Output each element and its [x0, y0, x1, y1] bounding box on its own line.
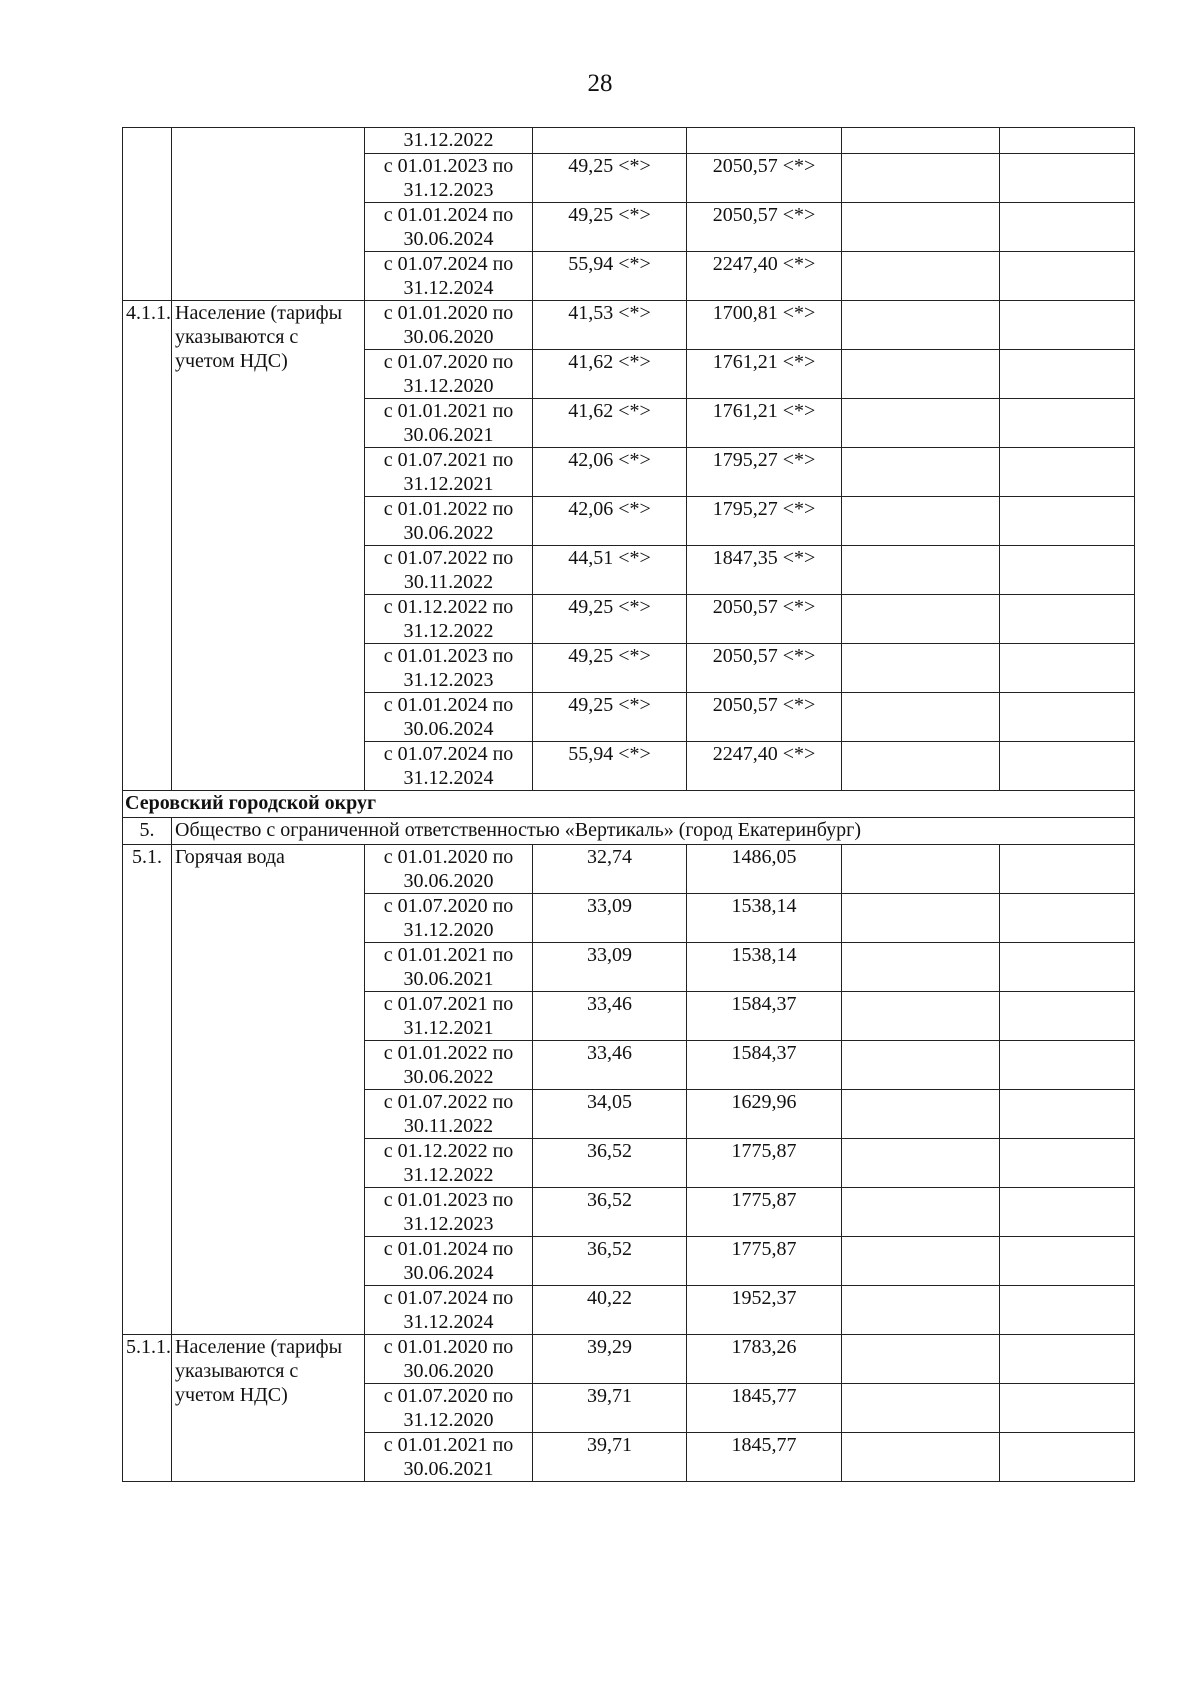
empty-cell-2	[1000, 448, 1135, 497]
tariff-value-2: 2050,57 <*>	[687, 154, 842, 203]
tariff-period: с 01.07.2024 по 31.12.2024	[365, 1286, 533, 1335]
empty-cell-2	[1000, 894, 1135, 943]
tariff-period: с 01.01.2024 по 30.06.2024	[365, 1237, 533, 1286]
tariff-value-2: 1700,81 <*>	[687, 301, 842, 350]
empty-cell-2	[1000, 595, 1135, 644]
tariff-value-1: 42,06 <*>	[533, 497, 687, 546]
empty-cell-1	[842, 742, 1000, 791]
tariff-value-1: 33,46	[533, 1041, 687, 1090]
tariff-value-1: 33,09	[533, 894, 687, 943]
empty-cell-2	[1000, 1188, 1135, 1237]
empty-cell-1	[842, 350, 1000, 399]
empty-cell-2	[1000, 399, 1135, 448]
item-number: 5.1.	[123, 845, 172, 1335]
empty-cell-2	[1000, 1384, 1135, 1433]
tariff-value-2: 1761,21 <*>	[687, 350, 842, 399]
tariff-value-1: 39,71	[533, 1384, 687, 1433]
empty-cell-2	[1000, 1286, 1135, 1335]
empty-cell-1	[842, 301, 1000, 350]
tariff-period: с 01.01.2022 по 30.06.2022	[365, 497, 533, 546]
tariff-table-section	[123, 791, 1135, 845]
tariff-value-2: 1486,05	[687, 845, 842, 894]
tariff-value-2: 1775,87	[687, 1139, 842, 1188]
tariff-period: с 01.01.2023 по 31.12.2023	[365, 644, 533, 693]
tariff-period: с 01.01.2020 по 30.06.2020	[365, 301, 533, 350]
empty-cell-1	[842, 154, 1000, 203]
tariff-value-1: 40,22	[533, 1286, 687, 1335]
tariff-value-1: 44,51 <*>	[533, 546, 687, 595]
tariff-period: с 01.07.2024 по 31.12.2024	[365, 742, 533, 791]
tariff-value-2: 2050,57 <*>	[687, 203, 842, 252]
tariff-period: 31.12.2022	[365, 128, 533, 154]
empty-cell-2	[1000, 845, 1135, 894]
tariff-value-2: 1847,35 <*>	[687, 546, 842, 595]
empty-cell-2	[1000, 128, 1135, 154]
tariff-value-2: 1538,14	[687, 943, 842, 992]
tariff-value-2: 2050,57 <*>	[687, 693, 842, 742]
empty-cell-1	[842, 546, 1000, 595]
empty-cell-1	[842, 595, 1000, 644]
empty-cell-1	[842, 693, 1000, 742]
tariff-value-2: 2247,40 <*>	[687, 252, 842, 301]
tariff-value-1: 41,53 <*>	[533, 301, 687, 350]
tariff-value-2: 1775,87	[687, 1188, 842, 1237]
table-row	[123, 128, 1135, 154]
tariff-table-body-upper	[123, 128, 1135, 791]
tariff-period: с 01.07.2021 по 31.12.2021	[365, 992, 533, 1041]
empty-cell-1	[842, 252, 1000, 301]
empty-cell-2	[1000, 350, 1135, 399]
tariff-value-2: 1845,77	[687, 1433, 842, 1482]
empty-cell-2	[1000, 943, 1135, 992]
empty-cell-1	[842, 399, 1000, 448]
empty-cell-1	[842, 448, 1000, 497]
tariff-value-2: 2247,40 <*>	[687, 742, 842, 791]
table-row	[123, 1335, 1135, 1384]
tariff-value-2: 1952,37	[687, 1286, 842, 1335]
section-row	[123, 791, 1135, 818]
tariff-value-1: 55,94 <*>	[533, 742, 687, 791]
empty-cell-2	[1000, 546, 1135, 595]
item-name: Население (тарифы указываются с учетом НДС)	[172, 1335, 365, 1482]
empty-cell-1	[842, 943, 1000, 992]
tariff-period: с 01.07.2020 по 31.12.2020	[365, 350, 533, 399]
organization-number: 5.	[123, 818, 172, 845]
empty-cell-1	[842, 1041, 1000, 1090]
empty-cell-2	[1000, 154, 1135, 203]
empty-cell-1	[842, 894, 1000, 943]
empty-cell-1	[842, 128, 1000, 154]
tariff-value-1: 34,05	[533, 1090, 687, 1139]
empty-cell-2	[1000, 992, 1135, 1041]
tariff-period: с 01.07.2022 по 30.11.2022	[365, 546, 533, 595]
tariff-value-1: 41,62 <*>	[533, 350, 687, 399]
tariff-value-1: 49,25 <*>	[533, 644, 687, 693]
tariff-period: с 01.07.2022 по 30.11.2022	[365, 1090, 533, 1139]
tariff-value-2: 1629,96	[687, 1090, 842, 1139]
tariff-value-1: 49,25 <*>	[533, 693, 687, 742]
tariff-value-2: 1761,21 <*>	[687, 399, 842, 448]
tariff-value-1: 49,25 <*>	[533, 203, 687, 252]
tariff-period: с 01.12.2022 по 31.12.2022	[365, 595, 533, 644]
tariff-period: с 01.01.2023 по 31.12.2023	[365, 1188, 533, 1237]
tariff-period: с 01.07.2024 по 31.12.2024	[365, 252, 533, 301]
tariff-period: с 01.01.2021 по 30.06.2021	[365, 1433, 533, 1482]
table-row	[123, 845, 1135, 894]
empty-cell-2	[1000, 203, 1135, 252]
tariff-period: с 01.01.2023 по 31.12.2023	[365, 154, 533, 203]
tariff-period: с 01.01.2024 по 30.06.2024	[365, 203, 533, 252]
organization-row	[123, 818, 1135, 845]
tariff-value-1: 33,46	[533, 992, 687, 1041]
tariff-period: с 01.01.2020 по 30.06.2020	[365, 1335, 533, 1384]
page-number: 28	[587, 70, 613, 97]
empty-cell-1	[842, 1433, 1000, 1482]
tariff-value-2: 1584,37	[687, 992, 842, 1041]
tariff-period: с 01.01.2021 по 30.06.2021	[365, 399, 533, 448]
tariff-value-2: 2050,57 <*>	[687, 595, 842, 644]
tariff-period: с 01.07.2021 по 31.12.2021	[365, 448, 533, 497]
empty-cell-1	[842, 1384, 1000, 1433]
item-name	[172, 128, 365, 301]
tariff-value-1: 39,71	[533, 1433, 687, 1482]
tariff-value-2	[687, 128, 842, 154]
tariff-value-1: 36,52	[533, 1188, 687, 1237]
organization-name: Общество с ограниченной ответственностью «Вертикаль» (город Екатеринбург)	[172, 818, 1135, 845]
tariff-period: с 01.01.2024 по 30.06.2024	[365, 693, 533, 742]
empty-cell-2	[1000, 693, 1135, 742]
empty-cell-1	[842, 845, 1000, 894]
tariff-value-1: 32,74	[533, 845, 687, 894]
empty-cell-2	[1000, 1090, 1135, 1139]
item-name: Горячая вода	[172, 845, 365, 1335]
tariff-value-1: 55,94 <*>	[533, 252, 687, 301]
tariff-value-2: 1795,27 <*>	[687, 448, 842, 497]
empty-cell-2	[1000, 1433, 1135, 1482]
item-name: Население (тарифы указываются с учетом НДС)	[172, 301, 365, 791]
tariff-value-1: 36,52	[533, 1139, 687, 1188]
empty-cell-2	[1000, 1335, 1135, 1384]
section-title: Серовский городской округ	[123, 791, 1135, 818]
tariff-value-1: 33,09	[533, 943, 687, 992]
tariff-period: с 01.07.2020 по 31.12.2020	[365, 894, 533, 943]
empty-cell-2	[1000, 301, 1135, 350]
tariff-period: с 01.12.2022 по 31.12.2022	[365, 1139, 533, 1188]
tariff-value-1: 42,06 <*>	[533, 448, 687, 497]
tariff-value-1	[533, 128, 687, 154]
tariff-value-1: 41,62 <*>	[533, 399, 687, 448]
empty-cell-2	[1000, 1139, 1135, 1188]
tariff-value-2: 2050,57 <*>	[687, 644, 842, 693]
table-row	[123, 301, 1135, 350]
empty-cell-1	[842, 1139, 1000, 1188]
tariff-value-2: 1775,87	[687, 1237, 842, 1286]
empty-cell-2	[1000, 742, 1135, 791]
tariff-value-1: 49,25 <*>	[533, 154, 687, 203]
empty-cell-2	[1000, 252, 1135, 301]
tariff-value-1: 49,25 <*>	[533, 595, 687, 644]
tariff-table	[122, 127, 1135, 1482]
empty-cell-1	[842, 992, 1000, 1041]
item-number: 4.1.1.	[123, 301, 172, 791]
tariff-period: с 01.01.2022 по 30.06.2022	[365, 1041, 533, 1090]
empty-cell-2	[1000, 1237, 1135, 1286]
tariff-value-2: 1795,27 <*>	[687, 497, 842, 546]
tariff-value-2: 1845,77	[687, 1384, 842, 1433]
empty-cell-1	[842, 1188, 1000, 1237]
item-number: 5.1.1.	[123, 1335, 172, 1482]
empty-cell-1	[842, 1237, 1000, 1286]
tariff-value-2: 1783,26	[687, 1335, 842, 1384]
empty-cell-2	[1000, 497, 1135, 546]
empty-cell-2	[1000, 1041, 1135, 1090]
item-number	[123, 128, 172, 301]
empty-cell-1	[842, 497, 1000, 546]
empty-cell-1	[842, 1090, 1000, 1139]
tariff-value-2: 1584,37	[687, 1041, 842, 1090]
empty-cell-1	[842, 644, 1000, 693]
tariff-value-1: 39,29	[533, 1335, 687, 1384]
empty-cell-1	[842, 1286, 1000, 1335]
empty-cell-1	[842, 1335, 1000, 1384]
empty-cell-2	[1000, 644, 1135, 693]
tariff-period: с 01.01.2021 по 30.06.2021	[365, 943, 533, 992]
tariff-table-body-lower	[123, 845, 1135, 1482]
empty-cell-1	[842, 203, 1000, 252]
tariff-period: с 01.01.2020 по 30.06.2020	[365, 845, 533, 894]
tariff-value-1: 36,52	[533, 1237, 687, 1286]
tariff-value-2: 1538,14	[687, 894, 842, 943]
tariff-period: с 01.07.2020 по 31.12.2020	[365, 1384, 533, 1433]
